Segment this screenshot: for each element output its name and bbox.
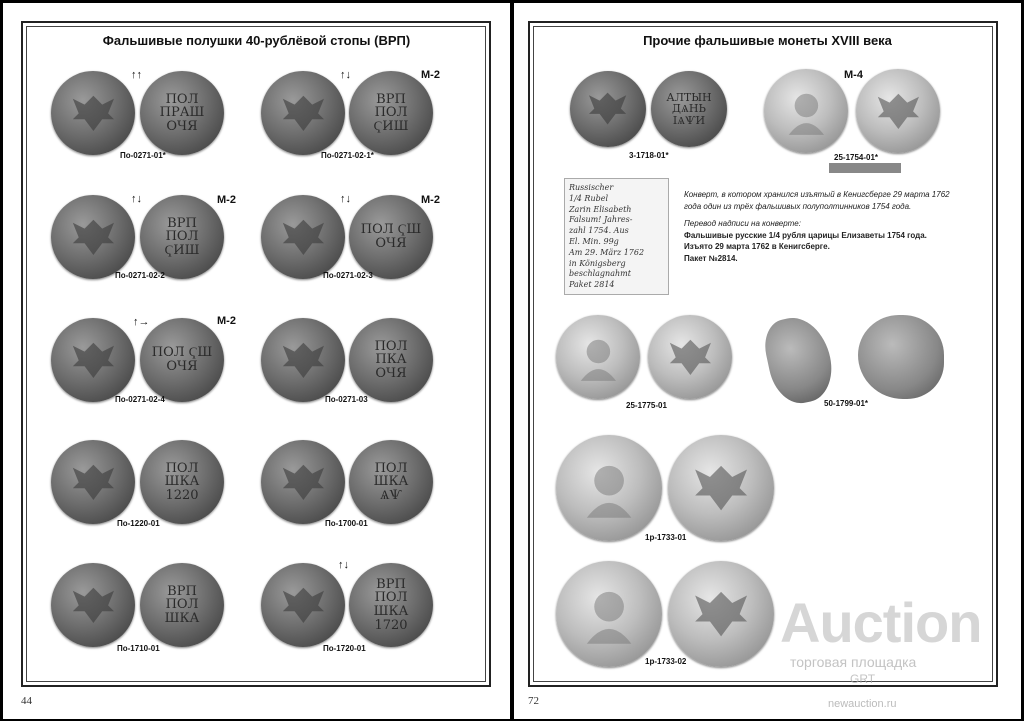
coin-label: 50-1799-01* [824,399,869,408]
coin-reverse [668,561,774,667]
coin-label: 25-1775-01 [626,401,667,410]
coin-obverse [261,440,345,524]
coin-obverse [51,195,135,279]
variety-mark: М-2 [217,315,236,327]
envelope-caption [684,189,964,265]
coin-obverse [51,318,135,402]
eagle-icon [64,208,123,267]
eagle-icon [64,576,123,635]
coin-label: По-0271-02-3 [323,271,373,280]
envelope-line: Zarin Elisabeth [569,204,632,214]
coin-reverse [668,435,774,541]
left-page [3,3,510,719]
variety-mark: М-2 [421,69,440,81]
eagle-icon [64,331,123,390]
variety-mark: М-2 [421,194,440,206]
coin-reverse: ВРП ПОЛ ҀИШ [140,195,224,279]
coin-reverse: ПОЛ ШКА 1220 [140,440,224,524]
coin-label: По-1720-01 [323,644,366,653]
coin-reverse: ПОЛ ҀШ ОЧЯ [349,195,433,279]
coin-label: По-0271-03 [325,395,368,404]
coin-reverse: ПОЛ ПКА ОЧЯ [349,318,433,402]
envelope-line: in Königsberg [569,258,626,268]
coin-label: По-1710-01 [117,644,160,653]
page-title: Прочие фальшивые монеты XVIII века [643,33,892,48]
orientation-arrow: ↑↓ [131,193,142,205]
envelope-description: Конверт, в котором хранился изъятый в Кенигсберге 29 марта 1762 года один из трёх фальшивых полуполтинников 1754 года. [684,190,950,211]
eagle-icon [274,576,333,635]
coin-obverse [51,563,135,647]
eagle-icon [869,82,928,141]
coin-reverse: ВРП ПОЛ ҀИШ [349,71,433,155]
eagle-icon [684,577,758,651]
orientation-arrow: ↑→ [133,316,150,328]
coin-obverse [764,69,848,153]
translation-line: Изъято 29 марта 1762 в Кенигсберге. [684,242,830,252]
watermark-url: newauction.ru [828,698,897,710]
portrait-icon [572,577,646,651]
translation-heading: Перевод надписи на конверте: [684,219,801,229]
coin-reverse [856,69,940,153]
variety-mark: М-2 [217,194,236,206]
variety-mark: М-4 [844,69,863,81]
coin-obverse [261,563,345,647]
coin-reverse: ПОЛ ШКА ѦѰ [349,440,433,524]
orientation-arrow: ↑↓ [338,559,349,571]
envelope-line: zahl 1754. Aus [569,226,629,236]
coin-label: По-1700-01 [325,519,368,528]
envelope-line: beschlagnahmt [569,269,631,279]
envelope-line: Paket 2814 [569,280,615,290]
eagle-icon [64,453,123,512]
coin-obverse [51,71,135,155]
envelope-line: Am 29. März 1762 [569,247,645,257]
coin-label: 3-1718-01* [629,151,669,160]
watermark-subtitle: торговая площадка [790,654,917,670]
coin-label: По-0271-02-2 [115,271,165,280]
coin-reverse: ПОЛ ҀШ ОЧЯ [140,318,224,402]
orientation-arrow: ↑↓ [340,193,351,205]
watermark-grt: GRT [850,672,876,686]
coin-reverse: АЛТЫН ДѦНЬ ӀѦѰИ [651,71,727,147]
coin-obverse [556,315,640,399]
coin-label: По-0271-02-1* [321,151,374,160]
orientation-arrow: ↑↑ [131,69,142,81]
portrait-icon [572,451,646,525]
translation-line: Фальшивые русские 1/4 рубля царицы Елизаветы 1754 года. [684,230,927,240]
coin-label: По-0271-01* [120,151,166,160]
envelope-photo [564,178,669,295]
coin-reverse [648,315,732,399]
page-title: Фальшивые полушки 40-рублёвой стопы (ВРП) [102,33,411,48]
watermark-brand: Auction [780,591,982,654]
translation-line: Пакет №2814. [684,253,738,263]
page-number: 72 [528,695,539,707]
coin-obverse [261,318,345,402]
coin-reverse: ВРП ПОЛ ШКА 1720 [349,563,433,647]
eagle-icon [274,84,333,143]
envelope-line: El. Min. 99g [569,236,619,246]
eagle-icon [684,451,758,525]
coin-edge-strip [829,163,901,173]
envelope-line: Falsum! Jahres- [569,215,633,225]
portrait-icon [569,328,628,387]
coin-obverse [261,195,345,279]
coin-obverse [261,71,345,155]
coin-obverse [556,561,662,667]
eagle-icon [274,453,333,512]
envelope-line: 1/4 Rubel [569,193,609,203]
eagle-icon [581,82,634,135]
coin-label: По-1220-01 [117,519,160,528]
coin-reverse: ПОЛ ПРАШ ОЧЯ [140,71,224,155]
coin-label: 1р-1733-02 [645,657,687,666]
coin-reverse: ВРП ПОЛ ШКА [140,563,224,647]
eagle-icon [274,208,333,267]
coin-label: 1р-1733-01 [645,533,687,542]
envelope-line: Russischer [569,183,614,192]
page-number: 44 [21,695,32,707]
bent-coin-folded [858,315,944,399]
coin-obverse [570,71,646,147]
eagle-icon [274,331,333,390]
coin-obverse [556,435,662,541]
coin-obverse [51,440,135,524]
coin-label: По-0271-02-4 [115,395,165,404]
eagle-icon [661,328,720,387]
eagle-icon [64,84,123,143]
orientation-arrow: ↑↓ [340,69,351,81]
coin-label: 25-1754-01* [834,153,879,162]
portrait-icon [777,82,836,141]
